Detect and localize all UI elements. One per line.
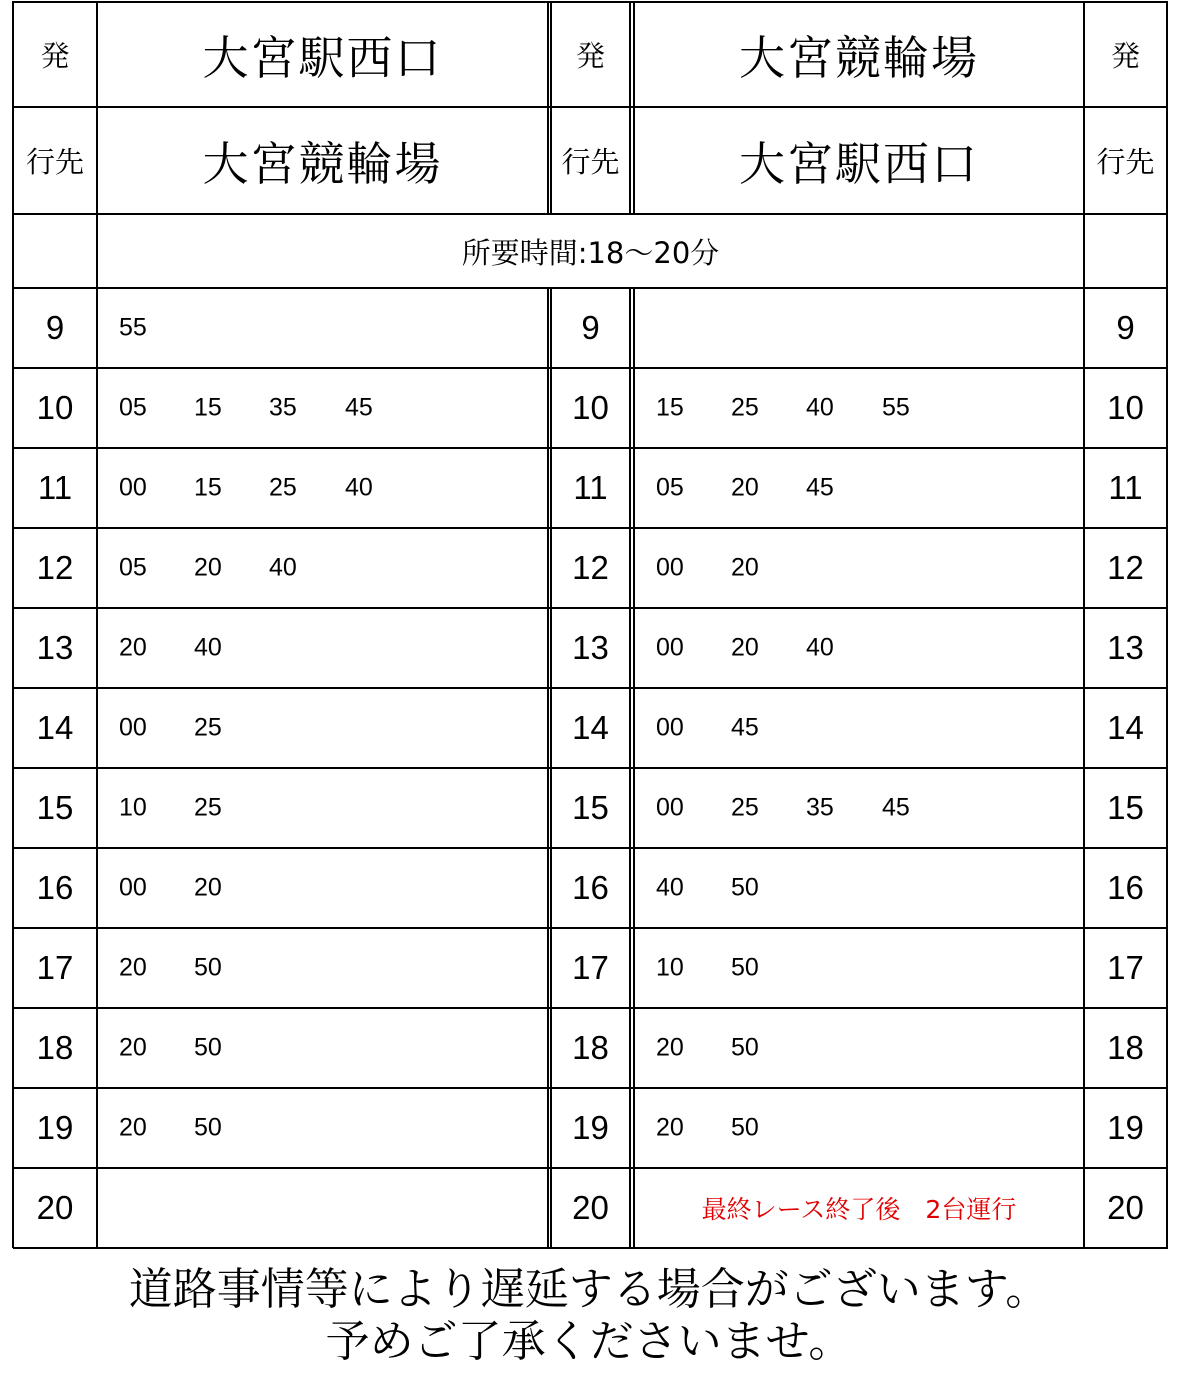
- right-departure-times: [634, 1008, 1084, 1088]
- column-border: [550, 287, 552, 1248]
- right-departure-times: [634, 288, 1084, 368]
- departure-minute: 50: [731, 873, 759, 902]
- departure-minute: 20: [119, 953, 147, 982]
- column-border: [1166, 1, 1168, 1248]
- departure-minute: 50: [194, 953, 222, 982]
- left-departure-times: [97, 1088, 548, 1168]
- left-destination: 大宮競輪場: [202, 136, 443, 191]
- column-border: [547, 287, 549, 1248]
- departure-minute: 40: [656, 873, 684, 902]
- hour-right: 14: [1107, 709, 1144, 746]
- hour-middle: 9: [581, 309, 600, 346]
- departure-minute: 50: [731, 1033, 759, 1062]
- left-departure-times: [97, 848, 548, 928]
- hour-left: 11: [37, 469, 73, 506]
- departure-minute: 15: [194, 393, 222, 422]
- hour-left: 10: [36, 389, 74, 426]
- hour-right: 9: [1116, 309, 1135, 346]
- hour-right: 12: [1107, 549, 1144, 586]
- row-border: [13, 1167, 1168, 1169]
- row-border: [13, 1247, 1168, 1249]
- depart-label-left: 発: [40, 39, 70, 73]
- hour-middle: 19: [572, 1109, 609, 1146]
- departure-minute: 15: [656, 393, 684, 422]
- destination-label-middle: 行先: [561, 145, 620, 179]
- left-departure-times: [97, 928, 548, 1008]
- hour-middle: 16: [572, 869, 609, 906]
- departure-minute: 40: [806, 393, 834, 422]
- departure-minute: 50: [731, 953, 759, 982]
- departure-minute: 15: [194, 473, 222, 502]
- departure-minute: 20: [194, 553, 222, 582]
- right-departure-times: [634, 608, 1084, 688]
- hour-middle: 13: [572, 629, 609, 666]
- left-departure-times: [97, 448, 548, 528]
- hour-right: 15: [1107, 789, 1144, 826]
- hour-middle: 17: [572, 949, 609, 986]
- hour-right: 16: [1107, 869, 1144, 906]
- right-departure-times: [634, 688, 1084, 768]
- row-border: [13, 287, 1168, 289]
- departure-minute: 20: [119, 633, 147, 662]
- departure-minute: 05: [656, 473, 684, 502]
- departure-minute: 40: [345, 473, 373, 502]
- departure-minute: 20: [731, 553, 759, 582]
- departure-minute: 35: [806, 793, 834, 822]
- left-departure-times: [97, 608, 548, 688]
- row-border: [13, 1, 1168, 3]
- hour-right: 18: [1107, 1029, 1144, 1066]
- delay-notice: 道路事情等により遅延する場合がございます。: [128, 1264, 1050, 1315]
- departure-minute: 00: [656, 793, 684, 822]
- hour-middle: 14: [572, 709, 609, 746]
- departure-minute: 00: [119, 473, 147, 502]
- hour-middle: 15: [572, 789, 609, 826]
- row-border: [13, 367, 1168, 369]
- departure-minute: 05: [119, 393, 147, 422]
- row-border: [13, 607, 1168, 609]
- right-departure-times: [634, 768, 1084, 848]
- departure-minute: 40: [806, 633, 834, 662]
- column-border: [1083, 1, 1085, 1248]
- departure-minute: 25: [731, 793, 759, 822]
- right-departure-times: [634, 528, 1084, 608]
- departure-minute: 35: [269, 393, 297, 422]
- travel-time: 所要時間:18〜20分: [461, 235, 720, 270]
- departure-minute: 20: [731, 633, 759, 662]
- departure-minute: 20: [656, 1033, 684, 1062]
- hour-right: 19: [1107, 1109, 1144, 1146]
- departure-minute: 20: [194, 873, 222, 902]
- hour-middle: 20: [572, 1189, 609, 1226]
- hour-left: 16: [36, 869, 74, 906]
- row-border: [13, 847, 1168, 849]
- left-departure-times: [97, 368, 548, 448]
- departure-minute: 45: [731, 713, 759, 742]
- departure-minute: 20: [731, 473, 759, 502]
- departure-minute: 55: [882, 393, 910, 422]
- left-departure-times: [97, 1168, 548, 1248]
- column-border: [547, 1, 549, 214]
- left-depart-stop: 大宮駅西口: [202, 30, 443, 85]
- row-border: [13, 767, 1168, 769]
- hour-left: 13: [36, 629, 74, 666]
- departure-minute: 00: [119, 713, 147, 742]
- row-border: [13, 927, 1168, 929]
- hour-middle: 11: [573, 469, 608, 506]
- hour-left: 17: [36, 949, 74, 986]
- departure-minute: 25: [194, 713, 222, 742]
- hour-middle: 12: [572, 549, 609, 586]
- hour-right: 13: [1107, 629, 1144, 666]
- hour-left: 20: [36, 1189, 74, 1226]
- row-border: [13, 106, 1168, 108]
- hour-left: 12: [36, 549, 74, 586]
- column-border: [633, 287, 635, 1248]
- column-border: [629, 287, 631, 1248]
- departure-minute: 40: [194, 633, 222, 662]
- hour-right: 11: [1108, 469, 1143, 506]
- hour-right: 17: [1107, 949, 1144, 986]
- departure-minute: 50: [194, 1033, 222, 1062]
- hour-middle: 10: [572, 389, 609, 426]
- departure-minute: 40: [269, 553, 297, 582]
- hour-left: 15: [36, 789, 74, 826]
- right-departure-times: [634, 368, 1084, 448]
- hour-left: 9: [45, 309, 65, 346]
- departure-minute: 45: [882, 793, 910, 822]
- row-border: [13, 687, 1168, 689]
- hour-right: 10: [1107, 389, 1144, 426]
- departure-minute: 45: [345, 393, 373, 422]
- row-border: [13, 447, 1168, 449]
- column-border: [550, 1, 552, 214]
- column-border: [96, 1, 98, 1248]
- departure-minute: 55: [119, 313, 147, 342]
- right-departure-times: [634, 1088, 1084, 1168]
- depart-label-middle: 発: [575, 39, 605, 73]
- left-departure-times: [97, 528, 548, 608]
- departure-minute: 45: [806, 473, 834, 502]
- departure-minute: 00: [656, 553, 684, 582]
- row-border: [13, 527, 1168, 529]
- right-departure-times: [634, 448, 1084, 528]
- row-border: [13, 213, 1168, 215]
- left-departure-times: [97, 288, 548, 368]
- destination-label-right: 行先: [1096, 145, 1155, 179]
- row-border: [13, 1087, 1168, 1089]
- departure-minute: 50: [731, 1113, 759, 1142]
- departure-minute: 20: [119, 1033, 147, 1062]
- destination-label-left: 行先: [25, 145, 84, 179]
- right-depart-stop: 大宮競輪場: [739, 30, 979, 85]
- right-departure-times: [634, 928, 1084, 1008]
- departure-minute: 25: [269, 473, 297, 502]
- left-departure-times: [97, 1008, 548, 1088]
- departure-minute: 50: [194, 1113, 222, 1142]
- departure-minute: 00: [119, 873, 147, 902]
- right-departure-times: [634, 848, 1084, 928]
- column-border: [633, 1, 635, 214]
- left-departure-times: [97, 768, 548, 848]
- column-border: [629, 1, 631, 214]
- departure-minute: 05: [119, 553, 147, 582]
- departure-minute: 10: [656, 953, 684, 982]
- departure-minute: 00: [656, 713, 684, 742]
- left-departure-times: [97, 688, 548, 768]
- column-border: [12, 1, 14, 1248]
- depart-label-right: 発: [1110, 39, 1140, 73]
- hour-left: 19: [36, 1109, 74, 1146]
- row-border: [13, 1007, 1168, 1009]
- departure-minute: 25: [731, 393, 759, 422]
- departure-minute: 20: [119, 1113, 147, 1142]
- hour-left: 18: [36, 1029, 74, 1066]
- hour-middle: 18: [572, 1029, 609, 1066]
- hour-left: 14: [36, 709, 74, 746]
- right-destination: 大宮駅西口: [739, 136, 979, 191]
- departure-minute: 20: [656, 1113, 684, 1142]
- departure-minute: 00: [656, 633, 684, 662]
- departure-minute: 10: [119, 793, 147, 822]
- apology-notice: 予めご了承くださいませ。: [325, 1316, 853, 1367]
- last-race-note: 最終レース終了後 2台運行: [701, 1195, 1017, 1224]
- departure-minute: 25: [194, 793, 222, 822]
- hour-right: 20: [1107, 1189, 1144, 1226]
